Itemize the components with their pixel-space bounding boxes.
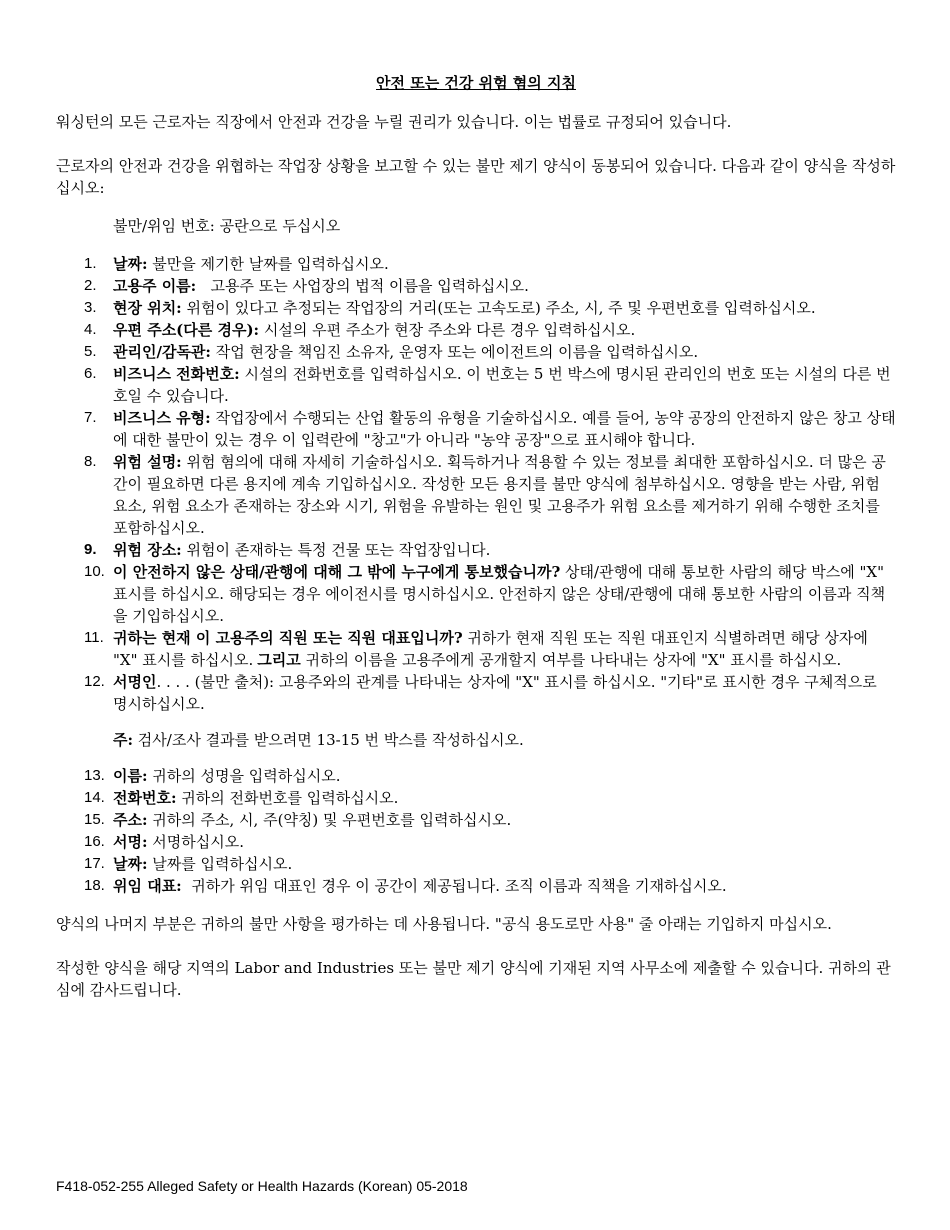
list-item [56, 853, 896, 875]
list-item [56, 787, 896, 809]
list-item [56, 765, 896, 787]
list-item [56, 341, 896, 363]
item-text: 위험 혐의에 대해 자세히 기술하십시오. 획득하거나 적용할 수 있는 정보를 최대한 포함하십시오. 더 많은 공간이 필요하면 다른 용지에 계속 기입하십시오. 작성한 모든 용지를 불만 양식에 첨부하십시오. 영향을 받는 사람, 위험 요소, 위험 요소가 존재하는 장소와 시기, 위험을 유발하는 원인 및 고용주가 위험 요소를 제거하기 위해 수행한 조치를 포함하십시오. [113, 453, 886, 537]
item-number: 12. [84, 673, 105, 690]
item-label: 귀하는 현재 이 고용주의 직원 또는 직원 대표입니까? [113, 629, 463, 647]
list-item [56, 809, 896, 831]
note-text: 검사/조사 결과를 받으려면 13-15 번 박스를 작성하십시오. [133, 731, 524, 749]
intro-paragraph-1: 워싱턴의 모든 근로자는 직장에서 안전과 건강을 누릴 권리가 있습니다. 이는 법률로 규정되어 있습니다. [56, 113, 732, 131]
item-label: 서명: [113, 833, 148, 851]
item-label: 우편 주소(다른 경우): [113, 321, 260, 339]
item-text: 고용주 또는 사업장의 법적 이름을 입력하십시오. [196, 277, 529, 295]
item-label: 날짜: [113, 855, 148, 873]
item-text: 위험이 있다고 추정되는 작업장의 거리(또는 고속도로) 주소, 시, 주 및 우편번호를 입력하십시오. [181, 299, 816, 317]
item-label: 이 안전하지 않은 상태/관행에 대해 그 밖에 누구에게 통보했습니까? [113, 563, 561, 581]
item-number: 1. [84, 255, 97, 272]
item-label: 현장 위치: [113, 299, 182, 317]
item-text: 귀하의 주소, 시, 주(약칭) 및 우편번호를 입력하십시오. [147, 811, 512, 829]
item-text: 작업장에서 수행되는 산업 활동의 유형을 기술하십시오. 예를 들어, 농약 공장의 안전하지 않은 창고 상태에 대한 불만이 있는 경우 이 입력란에 "창고"가 아니라 "농약 공장"으로 표시해야 합니다. [113, 409, 896, 449]
item-number: 16. [84, 833, 105, 850]
item-text: 불만을 제기한 날짜를 입력하십시오. [147, 255, 389, 273]
item-number: 11. [84, 629, 104, 646]
item-text: 작업 현장을 책임진 소유자, 운영자 또는 에이전트의 이름을 입력하십시오. [210, 343, 699, 361]
item-text: 서명하십시오. [147, 833, 245, 851]
item-label: 관리인/감독관: [113, 343, 211, 361]
list-item [56, 275, 896, 297]
item-label: 위험 장소: [113, 541, 182, 559]
item-label: 주소: [113, 811, 148, 829]
item-text: 귀하가 위임 대표인 경우 이 공간이 제공됩니다. 조직 이름과 직책을 기재하십시오. [181, 877, 727, 895]
item-label-emphasis: 그리고 [257, 651, 301, 669]
item-label: 위임 대표: [113, 877, 182, 895]
list-item [56, 831, 896, 853]
item-text: 상태/관행에 대해 통보한 사람의 해당 박스에 "X" 표시를 하십시오. 해당되는 경우 에이전시를 명시하십시오. 안전하지 않은 상태/관행에 대해 통보한 사람의 이름과 직책을 기입하십시오. [113, 563, 886, 625]
instruction-list-1 [56, 253, 896, 715]
item-number: 10. [84, 563, 105, 580]
item-label: 서명인 [113, 673, 157, 691]
list-item [56, 363, 896, 407]
list-item [56, 297, 896, 319]
list-item [56, 627, 896, 671]
document-title: 안전 또는 건강 위험 혐의 지침 [376, 74, 576, 92]
item-label: 위험 설명: [113, 453, 182, 471]
item-text: 위험이 존재하는 특정 건물 또는 작업장입니다. [181, 541, 491, 559]
item-number: 18. [84, 877, 105, 894]
item-number: 14. [84, 789, 105, 806]
list-item [56, 539, 896, 561]
item-number: 17. [84, 855, 105, 872]
instruction-list-2 [56, 765, 896, 897]
item-number: 7. [84, 409, 97, 426]
list-item [56, 407, 896, 451]
item-text: 시설의 우편 주소가 현장 주소와 다른 경우 입력하십시오. [259, 321, 636, 339]
item-number: 3. [84, 299, 97, 316]
list-item [56, 561, 896, 627]
item-text: 귀하의 전화번호를 입력하십시오. [176, 789, 399, 807]
complaint-number-note: 불만/위임 번호: 공란으로 두십시오 [113, 217, 341, 235]
item-text: 날짜를 입력하십시오. [147, 855, 293, 873]
item-number: 4. [84, 321, 97, 338]
list-item [56, 451, 896, 539]
item-number: 8. [84, 453, 97, 470]
item-number: 6. [84, 365, 97, 382]
item-number: 9. [84, 541, 97, 558]
intro-paragraph-2: 근로자의 안전과 건강을 위협하는 작업장 상황을 보고할 수 있는 불만 제기 양식이 동봉되어 있습니다. 다음과 같이 양식을 작성하십시오: [56, 157, 896, 197]
closing-paragraph-2: 작성한 양식을 해당 지역의 Labor and Industries 또는 불만 제기 양식에 기재된 지역 사무소에 제출할 수 있습니다. 귀하의 관심에 감사드립니다. [56, 959, 891, 999]
item-text: 귀하가 현재 직원 또는 직원 대표인지 식별하려면 해당 상자에 "X" 표시를 하십시오. [113, 629, 868, 669]
item-text: 시설의 전화번호를 입력하십시오. 이 번호는 5 번 박스에 명시된 관리인의 번호 또는 시설의 다른 번호일 수 있습니다. [113, 365, 891, 405]
item-text: 귀하의 성명을 입력하십시오. [147, 767, 341, 785]
closing-paragraph-1: 양식의 나머지 부분은 귀하의 불만 사항을 평가하는 데 사용됩니다. "공식 용도로만 사용" 줄 아래는 기입하지 마십시오. [56, 915, 832, 933]
item-label: 비즈니스 전화번호: [113, 365, 240, 383]
item-text-continued: 귀하의 이름을 고용주에게 공개할지 여부를 나타내는 상자에 "X" 표시를 하십시오. [300, 651, 842, 669]
item-number: 15. [84, 811, 105, 828]
item-label: 이름: [113, 767, 148, 785]
list-item [56, 875, 896, 897]
item-label: 비즈니스 유형: [113, 409, 211, 427]
note-paragraph [113, 729, 896, 751]
list-item [56, 319, 896, 341]
form-footer: F418-052-255 Alleged Safety or Health Hazards (Korean) 05-2018 [56, 1178, 468, 1194]
item-number: 13. [84, 767, 105, 784]
item-number: 5. [84, 343, 97, 360]
list-item [56, 671, 896, 715]
item-label: 고용주 이름: [113, 277, 197, 295]
item-text: . . . . (불만 출처): 고용주와의 관계를 나타내는 상자에 "X" 표시를 하십시오. "기타"로 표시한 경우 구체적으로 명시하십시오. [113, 673, 877, 713]
item-label: 전화번호: [113, 789, 177, 807]
note-label: 주: [113, 731, 134, 749]
list-item [56, 253, 896, 275]
item-label: 날짜: [113, 255, 148, 273]
item-number: 2. [84, 277, 97, 294]
document-page [56, 72, 896, 1013]
